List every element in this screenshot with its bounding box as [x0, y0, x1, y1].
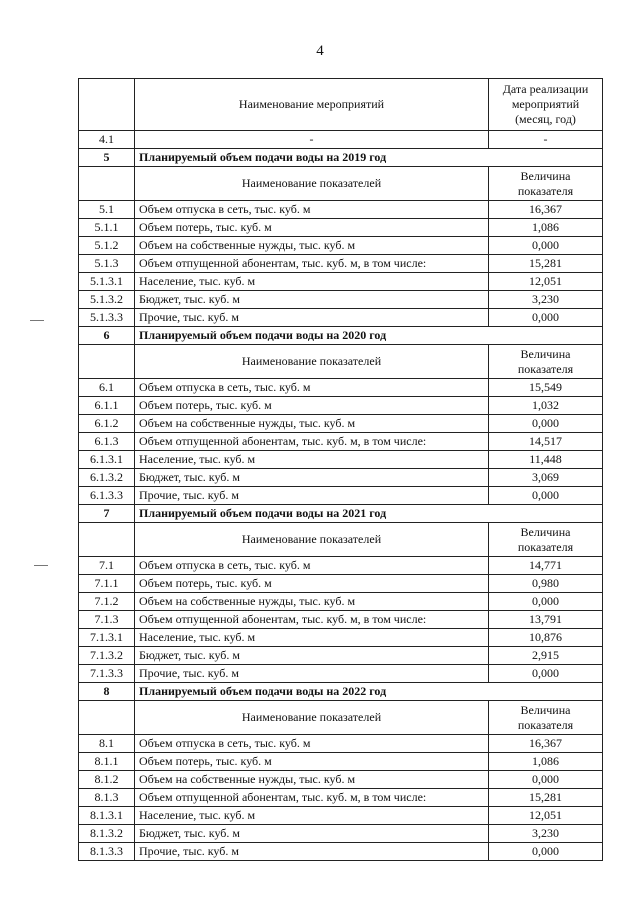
- scan-mark: [30, 320, 44, 321]
- section-title-row: [79, 149, 603, 167]
- table-row: [79, 843, 603, 861]
- indicator-name: Объем на собственные нужды, тыс. куб. м: [135, 593, 489, 611]
- indicator-value: 0,000: [489, 843, 603, 861]
- table-row: [79, 557, 603, 575]
- indicator-value-header: Величина показателя: [489, 167, 603, 201]
- table-row: [79, 665, 603, 683]
- table-row: [79, 469, 603, 487]
- indicator-value: 1,086: [489, 219, 603, 237]
- scan-mark: [34, 565, 48, 566]
- row-number: 5.1.1: [79, 219, 135, 237]
- table-row: [79, 735, 603, 753]
- row-number: 8.1.1: [79, 753, 135, 771]
- indicator-header-row: [79, 701, 603, 735]
- indicator-value: 0,000: [489, 771, 603, 789]
- measures-name-header: Наименование мероприятий: [135, 79, 489, 131]
- indicator-name-header: Наименование показателей: [135, 167, 489, 201]
- measure-date: -: [489, 131, 603, 149]
- table-row: [79, 379, 603, 397]
- indicator-name: Объем отпущенной абонентам, тыс. куб. м, в том числе:: [135, 611, 489, 629]
- section-number: 8: [79, 683, 135, 701]
- indicator-value: 0,980: [489, 575, 603, 593]
- row-number: 6.1.1: [79, 397, 135, 415]
- indicator-value: 0,000: [489, 665, 603, 683]
- indicator-header-row: [79, 167, 603, 201]
- indicator-name: Население, тыс. куб. м: [135, 629, 489, 647]
- indicator-value: 16,367: [489, 735, 603, 753]
- water-supply-table: [78, 78, 603, 861]
- indicator-value: 0,000: [489, 415, 603, 433]
- row-number: 5.1.3.1: [79, 273, 135, 291]
- row-number: 8.1.3.1: [79, 807, 135, 825]
- indicator-value: 14,771: [489, 557, 603, 575]
- indicator-name-header: Наименование показателей: [135, 701, 489, 735]
- header-num-cell: [79, 167, 135, 201]
- row-number: 6.1: [79, 379, 135, 397]
- indicator-header-row: [79, 523, 603, 557]
- table-row: [79, 807, 603, 825]
- row-number: 8.1.3.3: [79, 843, 135, 861]
- section-title-row: [79, 683, 603, 701]
- table-row: [79, 219, 603, 237]
- indicator-value: 10,876: [489, 629, 603, 647]
- section-title-row: [79, 505, 603, 523]
- row-number: 7.1.3.3: [79, 665, 135, 683]
- indicator-name: Объем потерь, тыс. куб. м: [135, 219, 489, 237]
- row-number: 6.1.3.1: [79, 451, 135, 469]
- indicator-value: 15,281: [489, 255, 603, 273]
- indicator-name: Объем отпуска в сеть, тыс. куб. м: [135, 735, 489, 753]
- page-number: 4: [316, 43, 324, 59]
- row-number: 6.1.2: [79, 415, 135, 433]
- table-row: [79, 575, 603, 593]
- row-number: 8.1.3: [79, 789, 135, 807]
- indicator-name: Прочие, тыс. куб. м: [135, 843, 489, 861]
- row-number: 8.1.3.2: [79, 825, 135, 843]
- indicator-name: Объем отпущенной абонентам, тыс. куб. м, в том числе:: [135, 789, 489, 807]
- table-row: [79, 593, 603, 611]
- indicator-name: Население, тыс. куб. м: [135, 273, 489, 291]
- header-num-cell: [79, 701, 135, 735]
- indicator-name: Прочие, тыс. куб. м: [135, 487, 489, 505]
- row-number: 6.1.3.2: [79, 469, 135, 487]
- table-row: [79, 753, 603, 771]
- row-number: 8.1.2: [79, 771, 135, 789]
- indicator-value: 0,000: [489, 593, 603, 611]
- section-title: Планируемый объем подачи воды на 2021 год: [135, 505, 603, 523]
- measures-header-row: [79, 79, 603, 131]
- section-number: 5: [79, 149, 135, 167]
- indicator-name: Бюджет, тыс. куб. м: [135, 825, 489, 843]
- table-row: [79, 397, 603, 415]
- row-number: 5.1.3.3: [79, 309, 135, 327]
- indicator-name: Население, тыс. куб. м: [135, 807, 489, 825]
- indicator-name: Объем отпуска в сеть, тыс. куб. м: [135, 379, 489, 397]
- table-row: [79, 131, 603, 149]
- table-row: [79, 647, 603, 665]
- table-row: [79, 201, 603, 219]
- indicator-name: Бюджет, тыс. куб. м: [135, 469, 489, 487]
- indicator-value: 14,517: [489, 433, 603, 451]
- indicator-value: 15,281: [489, 789, 603, 807]
- table-row: [79, 309, 603, 327]
- row-number: 7.1.3: [79, 611, 135, 629]
- indicator-value: 0,000: [489, 237, 603, 255]
- row-number: 5.1.3.2: [79, 291, 135, 309]
- indicator-name: Объем отпущенной абонентам, тыс. куб. м, в том числе:: [135, 255, 489, 273]
- table-row: [79, 629, 603, 647]
- indicator-value-header: Величина показателя: [489, 523, 603, 557]
- row-number: 5.1.2: [79, 237, 135, 255]
- indicator-value: 3,230: [489, 825, 603, 843]
- table-row: [79, 433, 603, 451]
- indicator-value: 0,000: [489, 309, 603, 327]
- indicator-name: Объем на собственные нужды, тыс. куб. м: [135, 771, 489, 789]
- table-body: [79, 79, 603, 861]
- table-row: [79, 611, 603, 629]
- indicator-value: 16,367: [489, 201, 603, 219]
- row-number: 5.1: [79, 201, 135, 219]
- indicator-value: 3,230: [489, 291, 603, 309]
- row-number: 7.1.3.2: [79, 647, 135, 665]
- indicator-value: 13,791: [489, 611, 603, 629]
- indicator-value: 12,051: [489, 273, 603, 291]
- table-row: [79, 771, 603, 789]
- row-number: 7.1.2: [79, 593, 135, 611]
- indicator-name-header: Наименование показателей: [135, 523, 489, 557]
- indicator-name: Объем на собственные нужды, тыс. куб. м: [135, 237, 489, 255]
- indicator-name: Объем потерь, тыс. куб. м: [135, 397, 489, 415]
- indicator-value: 11,448: [489, 451, 603, 469]
- indicator-name: Прочие, тыс. куб. м: [135, 309, 489, 327]
- section-title: Планируемый объем подачи воды на 2019 год: [135, 149, 603, 167]
- table-row: [79, 789, 603, 807]
- row-number: 6.1.3: [79, 433, 135, 451]
- indicator-name-header: Наименование показателей: [135, 345, 489, 379]
- indicator-name: Прочие, тыс. куб. м: [135, 665, 489, 683]
- indicator-name: Население, тыс. куб. м: [135, 451, 489, 469]
- table-row: [79, 291, 603, 309]
- row-number: 7.1: [79, 557, 135, 575]
- section-title: Планируемый объем подачи воды на 2022 год: [135, 683, 603, 701]
- row-number: 4.1: [79, 131, 135, 149]
- section-title-row: [79, 327, 603, 345]
- row-number: 8.1: [79, 735, 135, 753]
- header-num-cell: [79, 523, 135, 557]
- section-title: Планируемый объем подачи воды на 2020 год: [135, 327, 603, 345]
- indicator-name: Объем потерь, тыс. куб. м: [135, 753, 489, 771]
- section-number: 6: [79, 327, 135, 345]
- indicator-value: 1,032: [489, 397, 603, 415]
- indicator-value: 1,086: [489, 753, 603, 771]
- table-row: [79, 415, 603, 433]
- table-row: [79, 487, 603, 505]
- section-number: 7: [79, 505, 135, 523]
- table-row: [79, 237, 603, 255]
- table-row: [79, 825, 603, 843]
- indicator-name: Бюджет, тыс. куб. м: [135, 291, 489, 309]
- indicator-name: Объем на собственные нужды, тыс. куб. м: [135, 415, 489, 433]
- table-row: [79, 451, 603, 469]
- row-number: 7.1.3.1: [79, 629, 135, 647]
- row-number: 7.1.1: [79, 575, 135, 593]
- measure-name: -: [135, 131, 489, 149]
- indicator-name: Объем отпущенной абонентам, тыс. куб. м, в том числе:: [135, 433, 489, 451]
- indicator-value: 2,915: [489, 647, 603, 665]
- measures-date-header: Дата реализации мероприятий (месяц, год): [489, 79, 603, 131]
- header-num-cell: [79, 345, 135, 379]
- indicator-name: Объем отпуска в сеть, тыс. куб. м: [135, 557, 489, 575]
- row-number: 5.1.3: [79, 255, 135, 273]
- indicator-value: 3,069: [489, 469, 603, 487]
- indicator-header-row: [79, 345, 603, 379]
- table-row: [79, 255, 603, 273]
- indicator-value-header: Величина показателя: [489, 345, 603, 379]
- indicator-value: 0,000: [489, 487, 603, 505]
- indicator-name: Объем отпуска в сеть, тыс. куб. м: [135, 201, 489, 219]
- indicator-value: 15,549: [489, 379, 603, 397]
- indicator-name: Бюджет, тыс. куб. м: [135, 647, 489, 665]
- indicator-value-header: Величина показателя: [489, 701, 603, 735]
- row-number: 6.1.3.3: [79, 487, 135, 505]
- table-row: [79, 273, 603, 291]
- header-num-cell: [79, 79, 135, 131]
- indicator-value: 12,051: [489, 807, 603, 825]
- indicator-name: Объем потерь, тыс. куб. м: [135, 575, 489, 593]
